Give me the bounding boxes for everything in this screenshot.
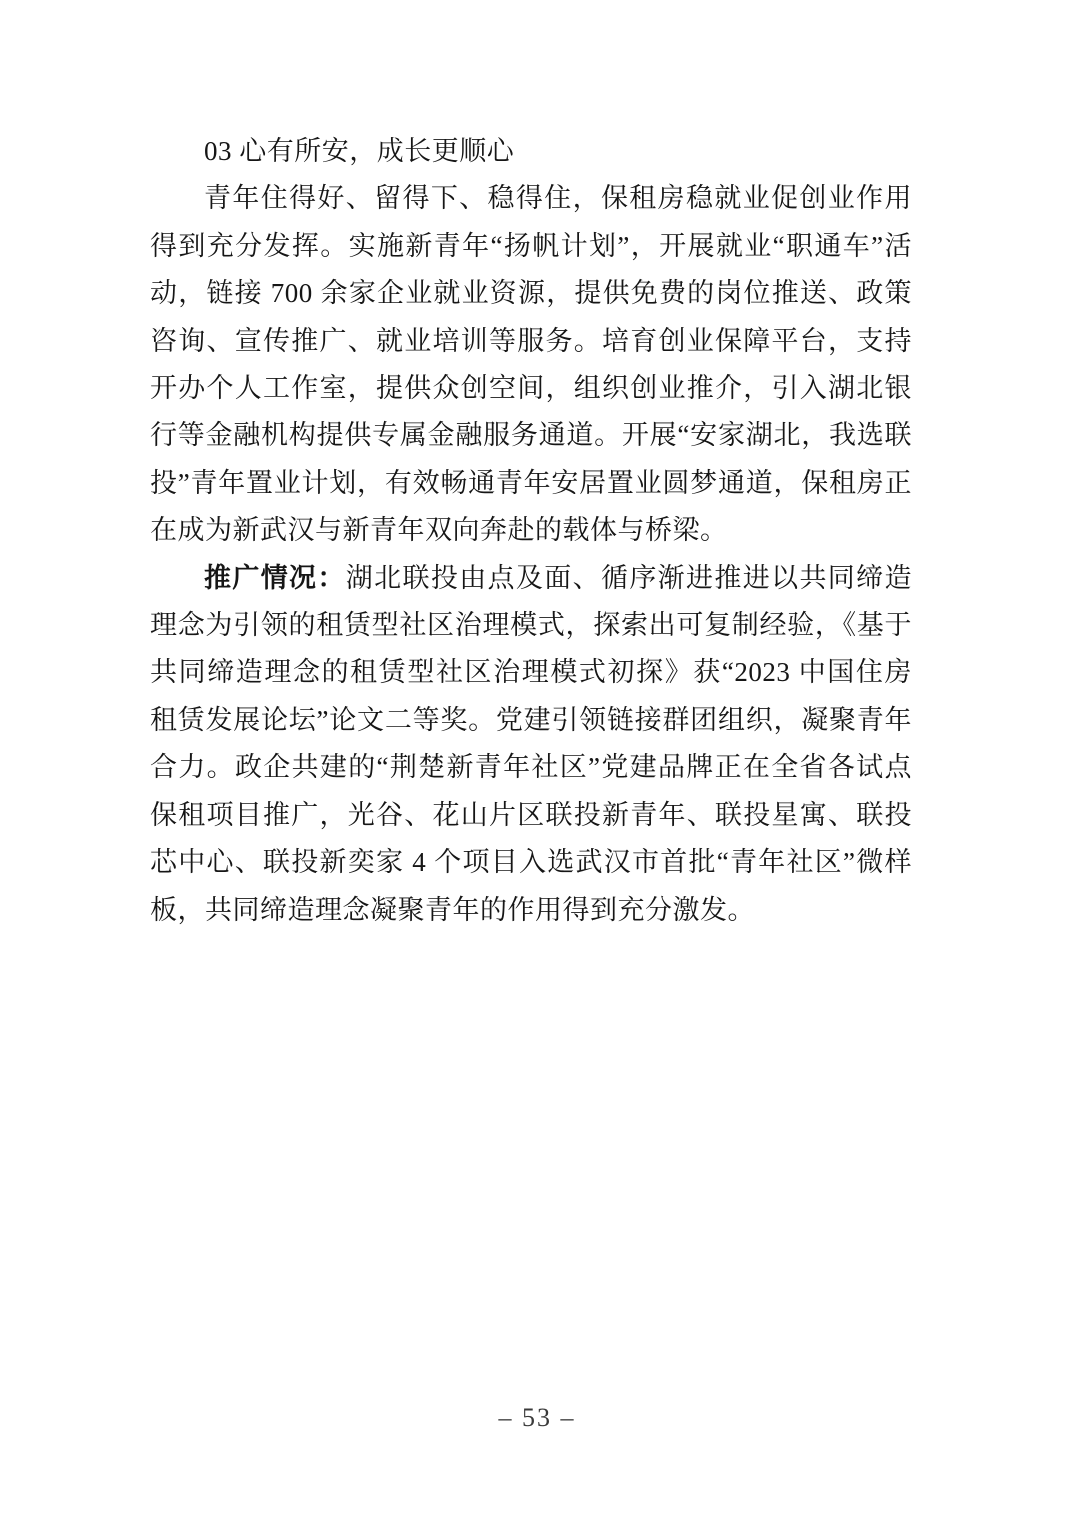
- paragraph-promotion: [150, 555, 912, 934]
- paragraph-promotion-text: 湖北联投由点及面、循序渐进推进以共同缔造理念为引领的租赁型社区治理模式，探索出可复制经验，《基于共同缔造理念的租赁型社区治理模式初探》获“2023 中国住房租赁发展论坛”论文二等奖。党建引领链接群团组织，凝聚青年合力。政企共建的“荆楚新青年社区”党建品牌正在全省各试点保租项目推广，光谷、花山片区联投新青年、联投星寓、联投芯中心、联投新奕家 4 个项目入选武汉市首批“青年社区”微样板，共同缔造理念凝聚青年的作用得到充分激发。: [150, 562, 913, 925]
- page-number: – 53 –: [498, 1403, 576, 1432]
- section-heading: 03 心有所安，成长更顺心: [204, 136, 515, 166]
- paragraph-employment-text: 青年住得好、留得下、稳得住，保租房稳就业促创业作用得到充分发挥。实施新青年“扬帆计划”，开展就业“职通车”活动，链接 700 余家企业就业资源，提供免费的岗位推送、政策咨询、宣传推广、就业培训等服务。培育创业保障平台，支持开办个人工作室，提供众创空间，组织创业推介，引入湖北银行等金融机构提供专属金融服务通道。开展“安家湖北，我选联投”青年置业计划，有效畅通青年安居置业圆梦通道，保租房正在成为新武汉与新青年双向奔赴的载体与桥梁。: [150, 183, 912, 546]
- paragraph-promotion-lead: 推广情况：: [204, 562, 346, 593]
- document-body: [150, 128, 912, 934]
- paragraph-employment: [150, 175, 912, 554]
